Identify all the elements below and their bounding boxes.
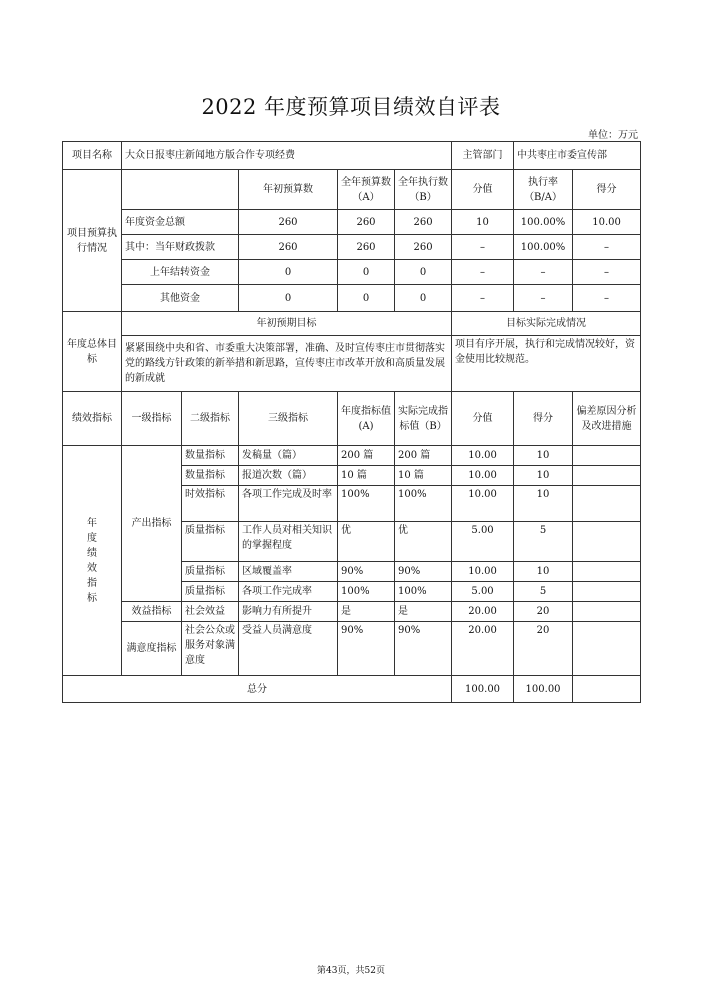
budget-rate: – [514, 260, 573, 285]
budget-score: – [573, 285, 641, 312]
budget-header-row [63, 170, 641, 210]
indicator-level3: 影响力有所提升 [239, 602, 338, 622]
budget-initial: 260 [239, 210, 338, 235]
indicator-deviation [573, 486, 641, 522]
budget-annual: 0 [338, 285, 395, 312]
budget-header-blank [122, 170, 239, 210]
indicator-score-value: 10.00 [452, 466, 514, 486]
indicator-row [63, 602, 641, 622]
header-score: 得分 [573, 170, 641, 210]
indicator-header-row [63, 392, 641, 446]
budget-annual: 260 [338, 235, 395, 260]
goals-actual-text: 项目有序开展，执行和完成情况较好，资金使用比较规范。 [452, 336, 641, 392]
total-score-value: 100.00 [452, 676, 514, 703]
indicator-section-label [63, 446, 122, 676]
indicator-score-value: 20.00 [452, 622, 514, 676]
indicator-level3: 发稿量（篇） [239, 446, 338, 466]
budget-score: 10.00 [573, 210, 641, 235]
indicator-actual: 10 篇 [395, 466, 452, 486]
header-deviation: 偏差原因分析及改进措施 [573, 392, 641, 446]
indicator-target: 100% [338, 486, 395, 522]
indicator-deviation [573, 466, 641, 486]
budget-row-label: 其他资金 [122, 285, 239, 312]
budget-initial: 260 [239, 235, 338, 260]
indicator-level2: 社会公众或服务对象满意度 [182, 622, 239, 676]
budget-executed: 260 [395, 235, 452, 260]
output-indicator-label: 产出指标 [122, 446, 182, 602]
indicator-actual: 90% [395, 562, 452, 582]
budget-annual: 260 [338, 210, 395, 235]
indicator-level2: 时效指标 [182, 486, 239, 522]
indicator-level3: 各项工作完成及时率 [239, 486, 338, 522]
budget-row-label: 上年结转资金 [122, 260, 239, 285]
indicator-actual: 100% [395, 582, 452, 602]
budget-initial: 0 [239, 285, 338, 312]
budget-row [63, 285, 641, 312]
budget-score: – [573, 260, 641, 285]
indicator-target: 90% [338, 562, 395, 582]
indicator-score-value: 10.00 [452, 446, 514, 466]
budget-score-value: – [452, 235, 514, 260]
indicator-score: 5 [514, 522, 573, 562]
indicator-score: 10 [514, 446, 573, 466]
goals-planned-header: 年初预期目标 [122, 312, 452, 336]
goals-content-row [63, 336, 641, 392]
budget-row-label: 其中：当年财政拨款 [122, 235, 239, 260]
budget-annual: 0 [338, 260, 395, 285]
budget-rate: 100.00% [514, 210, 573, 235]
indicator-score-value: 5.00 [452, 522, 514, 562]
indicator-level2: 质量指标 [182, 562, 239, 582]
budget-score-value: 10 [452, 210, 514, 235]
satisfaction-indicator-label: 满意度指标 [122, 622, 182, 676]
header-ind-score-value: 分值 [452, 392, 514, 446]
indicator-score: 5 [514, 582, 573, 602]
indicator-level2: 数量指标 [182, 446, 239, 466]
indicator-target: 优 [338, 522, 395, 562]
header-level1: 一级指标 [122, 392, 182, 446]
header-actual: 实际完成指标值（B） [395, 392, 452, 446]
indicator-level3: 各项工作完成率 [239, 582, 338, 602]
indicator-score-value: 20.00 [452, 602, 514, 622]
header-score-value: 分值 [452, 170, 514, 210]
indicator-actual: 是 [395, 602, 452, 622]
project-name-label: 项目名称 [63, 142, 122, 170]
goals-actual-header: 目标实际完成情况 [452, 312, 641, 336]
indicator-target: 是 [338, 602, 395, 622]
indicator-level2: 质量指标 [182, 582, 239, 602]
total-blank [573, 676, 641, 703]
indicator-score-value: 10.00 [452, 486, 514, 522]
budget-row-label: 年度资金总额 [122, 210, 239, 235]
page-title: 2022 年度预算项目绩效自评表 [201, 95, 501, 119]
indicator-target: 10 篇 [338, 466, 395, 486]
indicator-actual: 100% [395, 486, 452, 522]
indicator-deviation [573, 446, 641, 466]
page-footer: 第43页，共52页 [317, 966, 385, 976]
header-indicator: 绩效指标 [63, 392, 122, 446]
benefit-indicator-label: 效益指标 [122, 602, 182, 622]
total-score: 100.00 [514, 676, 573, 703]
goals-planned-text: 紧紧围绕中央和省、市委重大决策部署，准确、及时宣传枣庄市贯彻落实党的路线方针政策的新举措和新思路，宣传枣庄市改革开放和高质量发展的新成就 [122, 336, 452, 392]
indicator-actual: 90% [395, 622, 452, 676]
indicator-level3: 工作人员对相关知识的掌握程度 [239, 522, 338, 562]
budget-rate: 100.00% [514, 235, 573, 260]
indicator-level2: 数量指标 [182, 466, 239, 486]
goals-header-row [63, 312, 641, 336]
budget-executed: 0 [395, 260, 452, 285]
budget-executed: 0 [395, 285, 452, 312]
header-level3: 三级指标 [239, 392, 338, 446]
project-name-value: 大众日报枣庄新闻地方版合作专项经费 [122, 142, 452, 170]
budget-score-value: – [452, 285, 514, 312]
total-label: 总分 [63, 676, 452, 703]
indicator-section-text: 年度绩效指标 [87, 517, 97, 604]
indicator-target: 200 篇 [338, 446, 395, 466]
indicator-score: 20 [514, 622, 573, 676]
indicator-actual: 200 篇 [395, 446, 452, 466]
unit-label: 单位：万元 [588, 130, 638, 141]
indicator-actual: 优 [395, 522, 452, 562]
indicator-level3: 受益人员满意度 [239, 622, 338, 676]
indicator-score-value: 5.00 [452, 582, 514, 602]
dept-value: 中共枣庄市委宣传部 [514, 142, 641, 170]
indicator-target: 90% [338, 622, 395, 676]
header-executed: 全年执行数（B） [395, 170, 452, 210]
indicator-deviation [573, 562, 641, 582]
budget-initial: 0 [239, 260, 338, 285]
indicator-score: 10 [514, 562, 573, 582]
indicator-row [63, 446, 641, 466]
total-row [63, 676, 641, 703]
goals-section-label: 年度总体目标 [63, 312, 122, 392]
indicator-deviation [573, 582, 641, 602]
self-evaluation-table [62, 141, 641, 703]
indicator-level2: 社会效益 [182, 602, 239, 622]
dept-label: 主管部门 [452, 142, 514, 170]
budget-rate: – [514, 285, 573, 312]
header-level2: 二级指标 [182, 392, 239, 446]
budget-score: – [573, 235, 641, 260]
indicator-row [63, 622, 641, 676]
budget-row [63, 235, 641, 260]
indicator-target: 100% [338, 582, 395, 602]
budget-executed: 260 [395, 210, 452, 235]
header-target: 年度指标值(A) [338, 392, 395, 446]
indicator-score: 10 [514, 486, 573, 522]
header-annual: 全年预算数（A） [338, 170, 395, 210]
header-rate: 执行率（B/A） [514, 170, 573, 210]
budget-section-label: 项目预算执行情况 [63, 170, 122, 312]
indicator-level3: 区域覆盖率 [239, 562, 338, 582]
budget-row [63, 210, 641, 235]
indicator-score: 20 [514, 602, 573, 622]
project-row [63, 142, 641, 170]
indicator-level2: 质量指标 [182, 522, 239, 562]
header-ind-score: 得分 [514, 392, 573, 446]
indicator-level3: 报道次数（篇） [239, 466, 338, 486]
indicator-deviation [573, 522, 641, 562]
budget-row [63, 260, 641, 285]
indicator-score: 10 [514, 466, 573, 486]
indicator-deviation [573, 622, 641, 676]
indicator-deviation [573, 602, 641, 622]
header-initial: 年初预算数 [239, 170, 338, 210]
indicator-score-value: 10.00 [452, 562, 514, 582]
budget-score-value: – [452, 260, 514, 285]
